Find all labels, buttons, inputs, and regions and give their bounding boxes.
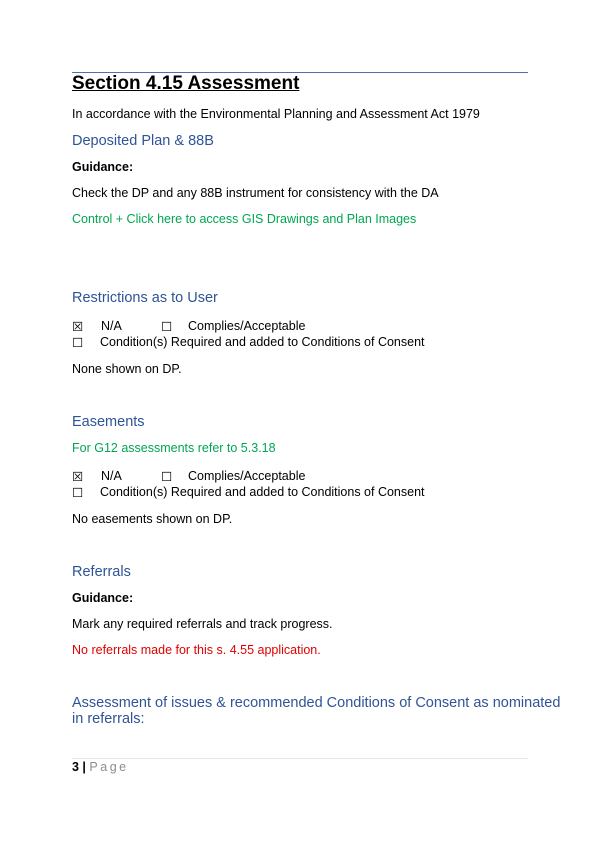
referrals-guidance-label: Guidance: [72,591,134,605]
referrals-heading: Referrals [72,564,131,580]
easements-conditions-label: Condition(s) Required and added to Conditions of Consent [100,485,425,499]
easements-heading: Easements [72,414,145,430]
restrictions-note: None shown on DP. [72,362,182,376]
restrictions-na-checkbox[interactable]: ☒ [72,320,84,334]
footer-separator: | [78,760,90,774]
gis-drawings-link[interactable]: Control + Click here to access GIS Drawings and Plan Images [72,212,417,226]
easements-complies-checkbox[interactable]: ☐ [161,470,173,484]
easements-g12-note: For G12 assessments refer to 5.3.18 [72,441,276,455]
easements-na-label: N/A [101,469,122,483]
dp-guidance-text: Check the DP and any 88B instrument for consistency with the DA [72,186,439,200]
page-footer [72,760,129,774]
referrals-guidance-text: Mark any required referrals and track progress. [72,617,333,631]
easements-complies-label: Complies/Acceptable [188,469,306,483]
dp-guidance-label: Guidance: [72,160,134,174]
easements-na-checkbox[interactable]: ☒ [72,470,84,484]
restrictions-complies-label: Complies/Acceptable [188,319,306,333]
easements-conditions-checkbox[interactable]: ☐ [72,486,84,500]
page-title: Section 4.15 Assessment [72,73,300,94]
restrictions-conditions-checkbox[interactable]: ☐ [72,336,84,350]
dp-heading: Deposited Plan & 88B [72,133,214,149]
footer-rule [72,758,528,759]
easements-note: No easements shown on DP. [72,512,233,526]
assessment-heading-line-2: in referrals: [72,711,145,727]
restrictions-na-label: N/A [101,319,122,333]
footer-page-number: 3 [72,760,79,774]
restrictions-heading: Restrictions as to User [72,290,218,306]
referrals-note: No referrals made for this s. 4.55 application. [72,643,321,657]
footer-page-label: Page [89,760,129,774]
restrictions-conditions-label: Condition(s) Required and added to Conditions of Consent [100,335,425,349]
intro-text: In accordance with the Environmental Planning and Assessment Act 1979 [72,107,480,121]
assessment-heading-line-1: Assessment of issues & recommended Conditions of Consent as nominated [72,695,561,711]
restrictions-complies-checkbox[interactable]: ☐ [161,320,173,334]
